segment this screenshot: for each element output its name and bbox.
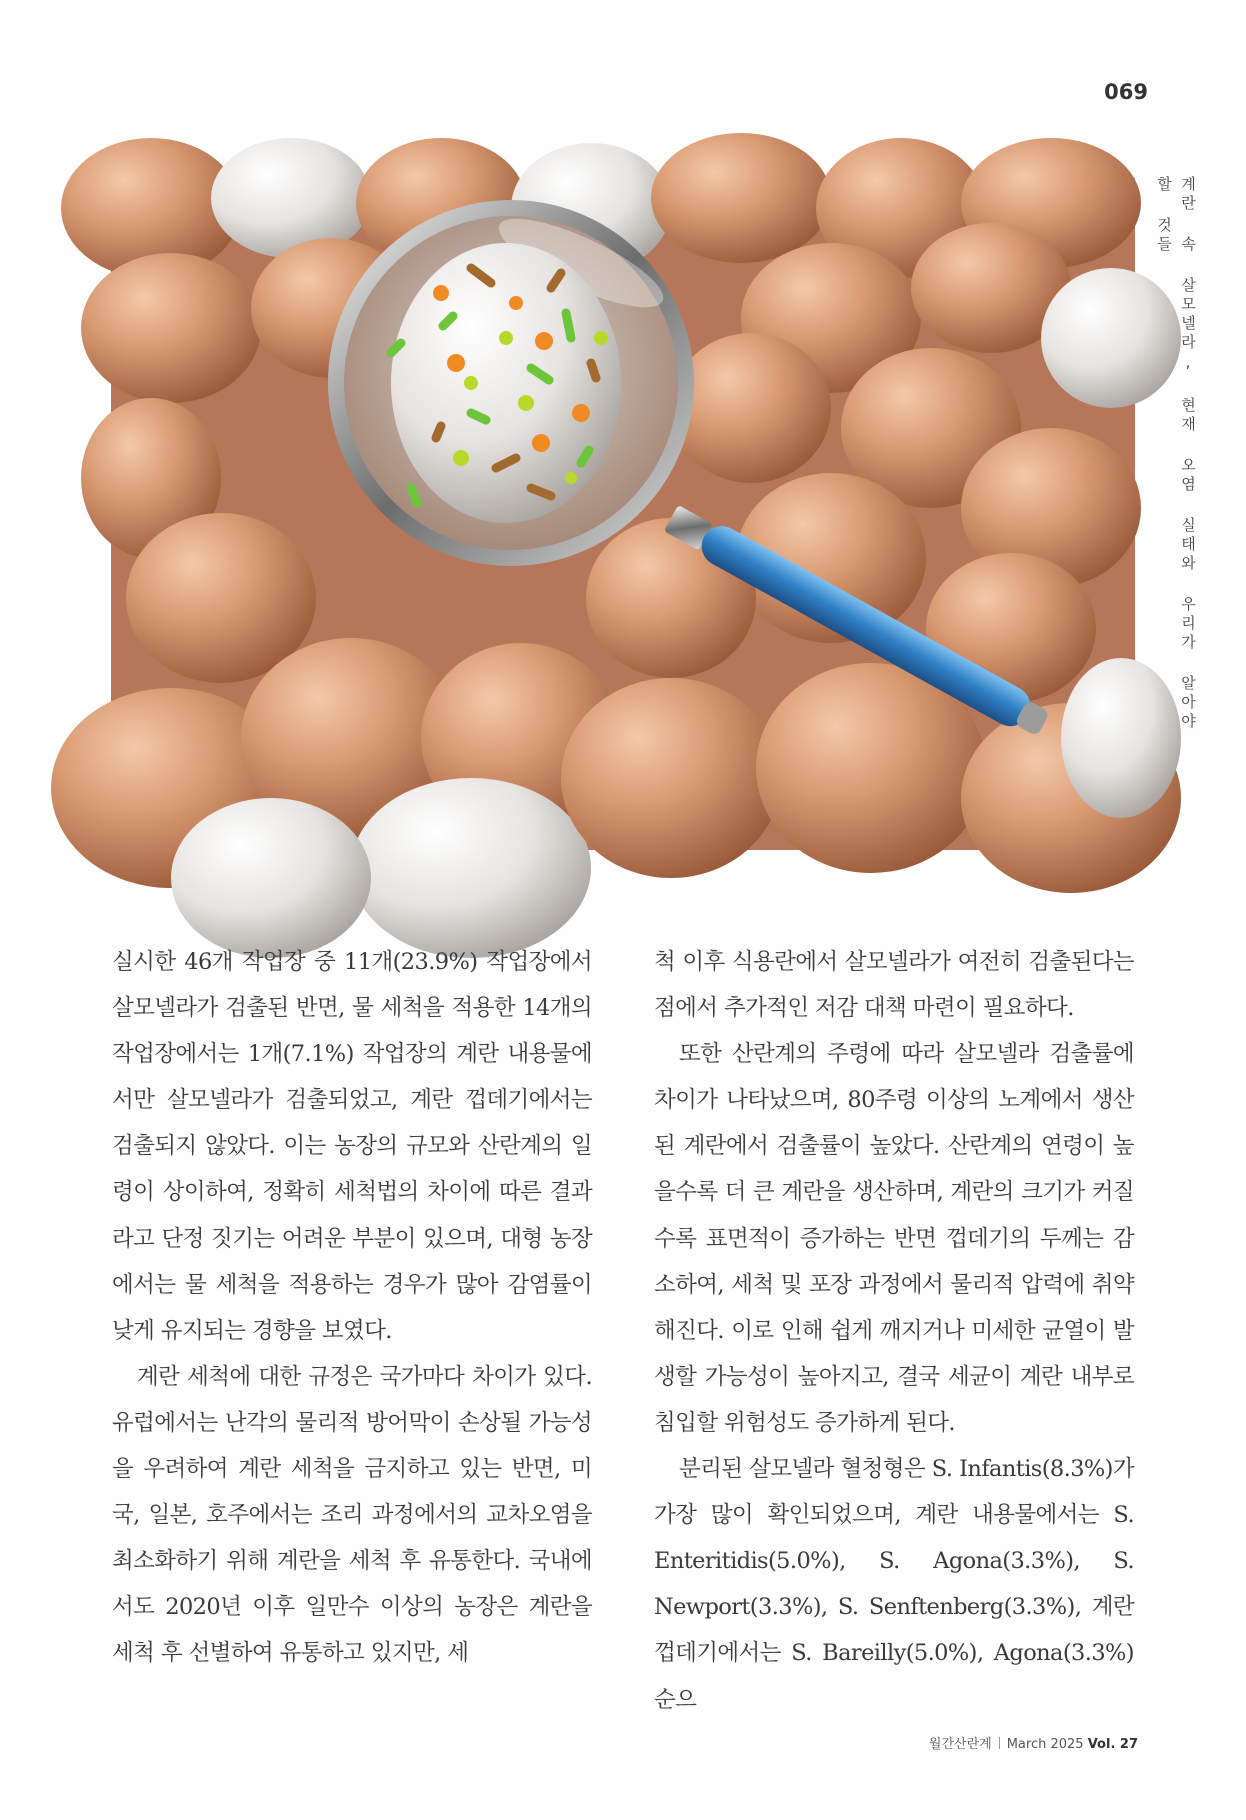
paragraph: 척 이후 식용란에서 살모넬라가 여전히 검출된다는 점에서 추가적인 저감 대책 마련이 필요하다. [654,949,1134,1022]
hero-image [111,178,1135,850]
paragraph: 또한 산란계의 주령에 따라 살모넬라 검출률에 차이가 나타났으며, 80주령 이상의 노계에서 생산된 계란에서 검출률이 높았다. 산란계의 연령이 높을수록 더 큰 계란을 생산하며, 계란의 크기가 커질수록 표면적이 증가하는 반면 껍데기의 두께는 감소하여, 세척 및 포장 과정에서 물리적 압력에 취약해진다. 이로 인해 쉽게 깨지거나 미세한 균열이 발생할 가능성이 높아지고, 결국 세균이 계란 내부로 침입할 위험성도 증가하게 된다. [654,1041,1134,1436]
article-column-left [112,939,592,1677]
volume-number: Vol. 27 [1087,1737,1138,1752]
issue-date: March 2025 [1006,1737,1084,1752]
side-title: 계란 속 살모넬라, 현재 오염 실태와 우리가 알아야 할 것들 [1155,176,1197,732]
paragraph: 실시한 46개 작업장 중 11개(23.9%) 작업장에서 살모넬라가 검출된 반면, 물 세척을 적용한 14개의 작업장에서는 1개(7.1%) 작업장의 계란 내용물에서만 살모넬라가 검출되었고, 계란 껍데기에서는 검출되지 않았다. 이는 농장의 규모와 산란계의 일령이 상이하여, 정확히 세척법의 차이에 따른 결과라고 단정 짓기는 어려운 부분이 있으며, 대형 농장에서는 물 세척을 적용하는 경우가 많아 감염률이 낮게 유지되는 경향을 보였다. [112,949,592,1344]
footer [929,1733,1138,1752]
paragraph: 계란 세척에 대한 규정은 국가마다 차이가 있다. 유럽에서는 난각의 물리적 방어막이 손상될 가능성을 우려하여 계란 세척을 금지하고 있는 반면, 미국, 일본, 호주에서는 조리 과정에서의 교차오염을 최소화하기 위해 계란을 세척 후 유통한다. 국내에서도 2020년 이후 일만수 이상의 농장은 계란을 세척 후 선별하여 유통하고 있지만, 세 [112,1363,592,1667]
magazine-name: 월간산란계 [928,1737,992,1752]
footer-divider [999,1737,1000,1749]
paragraph: 분리된 살모넬라 혈청형은 S. Infantis(8.3%)가 가장 많이 확인되었으며, 계란 내용물에서는 S. Enteritidis(5.0%), S. Agona(3.3%), S. Newport(3.3%), S. Senftenberg(3.3%), 계란 껍데기에서는 S. Bareilly(5.0%), Agona(3.3%) 순으 [654,1456,1134,1713]
page-number: 069 [1104,80,1148,104]
article-column-right [654,939,1134,1723]
